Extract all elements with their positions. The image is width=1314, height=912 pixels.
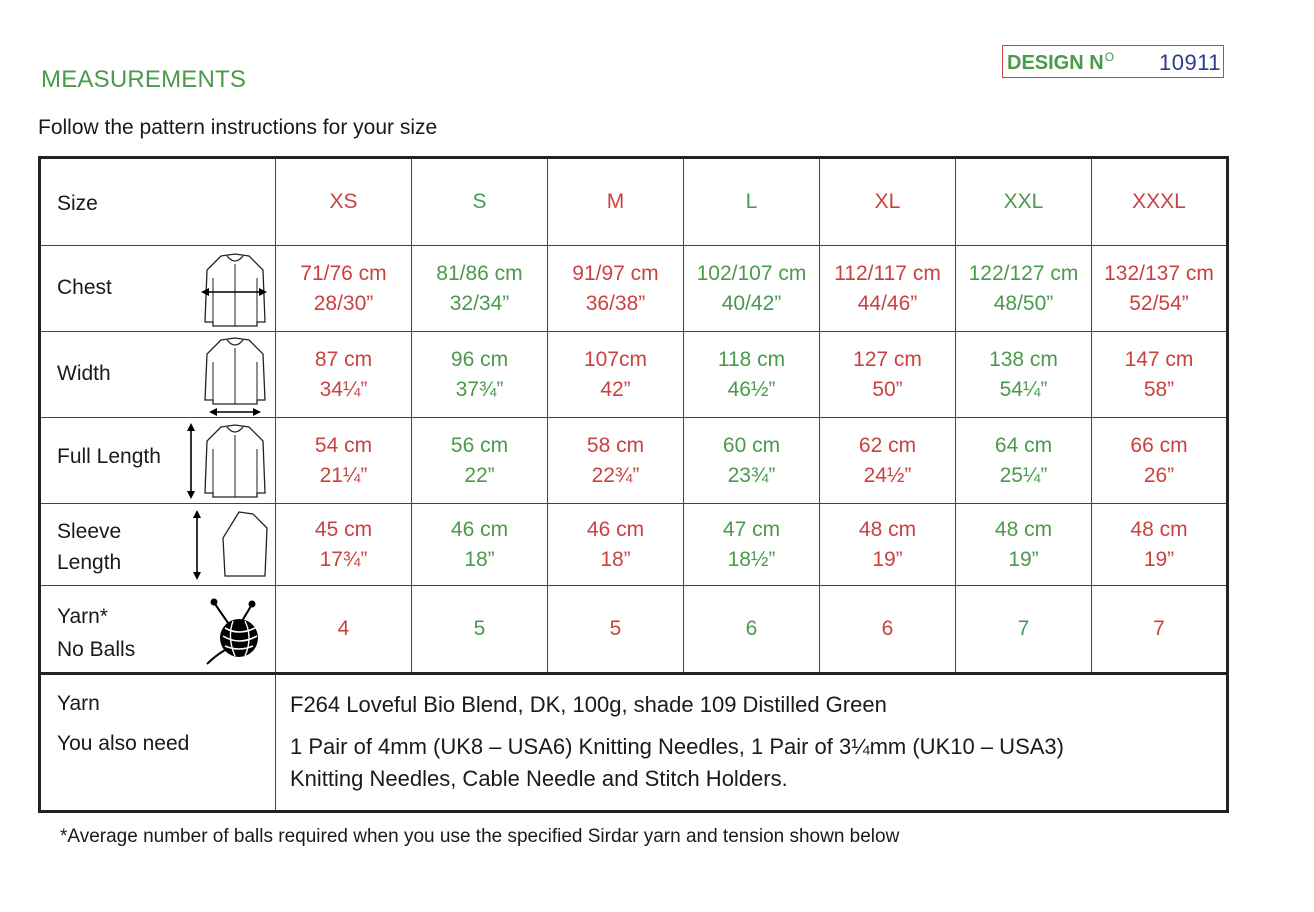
chest-value: 132/137 cm 52/54” [1092, 246, 1228, 332]
size-header: M [548, 158, 684, 246]
needles-line-2: Knitting Needles, Cable Needle and Stitch Holders. [290, 766, 788, 791]
sleeve-length-row [40, 504, 1228, 586]
yarn-balls-value: 4 [276, 586, 412, 674]
width-label-cell [40, 332, 276, 418]
yarn-ball-needles-icon [203, 596, 265, 666]
row-label: Yarn* No Balls [57, 605, 136, 661]
width-value: 107cm 42” [548, 332, 684, 418]
full-length-value: 66 cm 26” [1092, 418, 1228, 504]
page-title: MEASUREMENTS [41, 66, 247, 93]
sleeve-length-value: 48 cm 19” [956, 504, 1092, 586]
width-value: 127 cm 50” [820, 332, 956, 418]
yarn-balls-row [40, 586, 1228, 674]
chest-value: 122/127 cm 48/50” [956, 246, 1092, 332]
chest-label-cell [40, 246, 276, 332]
garment-width-icon [197, 334, 273, 416]
full-length-value: 64 cm 25¼” [956, 418, 1092, 504]
sleeve-length-value: 47 cm 18½” [684, 504, 820, 586]
size-header: XXXL [1092, 158, 1228, 246]
yarn-info-label-cell [40, 674, 276, 812]
full-length-value: 56 cm 22” [412, 418, 548, 504]
yarn-balls-label-cell [40, 586, 276, 674]
yarn-balls-value: 5 [412, 586, 548, 674]
yarn-description: F264 Loveful Bio Blend, DK, 100g, shade 109 Distilled Green [290, 692, 887, 717]
sleeve-length-value: 46 cm 18” [412, 504, 548, 586]
row-label: Chest [57, 276, 112, 299]
chest-value: 81/86 cm 32/34” [412, 246, 548, 332]
yarn-balls-value: 5 [548, 586, 684, 674]
chest-width-icon [197, 250, 273, 328]
full-length-label-cell [40, 418, 276, 504]
width-value: 96 cm 37¾” [412, 332, 548, 418]
full-length-value: 58 cm 22¾” [548, 418, 684, 504]
chest-value: 71/76 cm 28/30” [276, 246, 412, 332]
design-number: 10911 [1159, 50, 1222, 75]
full-length-icon [183, 421, 273, 501]
full-length-value: 62 cm 24½” [820, 418, 956, 504]
needles-line-1: 1 Pair of 4mm (UK8 – USA6) Knitting Needles, 1 Pair of 3¼mm (UK10 – USA3) [290, 734, 1064, 759]
chest-value: 112/117 cm 44/46” [820, 246, 956, 332]
size-header: S [412, 158, 548, 246]
chest-value: 102/107 cm 40/42” [684, 246, 820, 332]
yarn-info-row [40, 674, 1228, 812]
sleeve-length-value: 48 cm 19” [1092, 504, 1228, 586]
subtitle: Follow the pattern instructions for your size [38, 116, 438, 139]
yarn-balls-value: 7 [1092, 586, 1228, 674]
width-value: 147 cm 58” [1092, 332, 1228, 418]
full-length-row [40, 418, 1228, 504]
row-label: Sleeve Length [57, 520, 122, 574]
sleeve-length-label-cell [40, 504, 276, 586]
size-header: XS [276, 158, 412, 246]
design-number-box [1002, 45, 1224, 78]
sleeve-length-value: 48 cm 19” [820, 504, 956, 586]
yarn-balls-value: 7 [956, 586, 1092, 674]
size-header-row [40, 158, 1228, 246]
size-header: XL [820, 158, 956, 246]
sleeve-length-value: 46 cm 18” [548, 504, 684, 586]
size-header: L [684, 158, 820, 246]
row-label: Width [57, 362, 111, 385]
size-header: XXL [956, 158, 1092, 246]
yarn-balls-value: 6 [820, 586, 956, 674]
sleeve-length-value: 45 cm 17¾” [276, 504, 412, 586]
chest-row [40, 246, 1228, 332]
full-length-value: 60 cm 23¾” [684, 418, 820, 504]
footnote: *Average number of balls required when you use the specified Sirdar yarn and tension shown below [60, 826, 900, 847]
width-value: 138 cm 54¼” [956, 332, 1092, 418]
yarn-balls-value: 6 [684, 586, 820, 674]
yarn-info-text-cell [276, 674, 1228, 812]
chest-value: 91/97 cm 36/38” [548, 246, 684, 332]
sleeve-length-icon [183, 508, 273, 582]
row-label: Full Length [57, 445, 161, 468]
width-value: 87 cm 34¼” [276, 332, 412, 418]
full-length-value: 54 cm 21¼” [276, 418, 412, 504]
yarn-label: Yarn [57, 692, 100, 715]
size-label-cell: Size [40, 158, 276, 246]
you-also-need-label: You also need [57, 732, 190, 755]
design-label: DESIGN $N^O$ [1007, 50, 1115, 74]
width-value: 118 cm 46½” [684, 332, 820, 418]
width-row [40, 332, 1228, 418]
measurements-table [38, 156, 1229, 813]
